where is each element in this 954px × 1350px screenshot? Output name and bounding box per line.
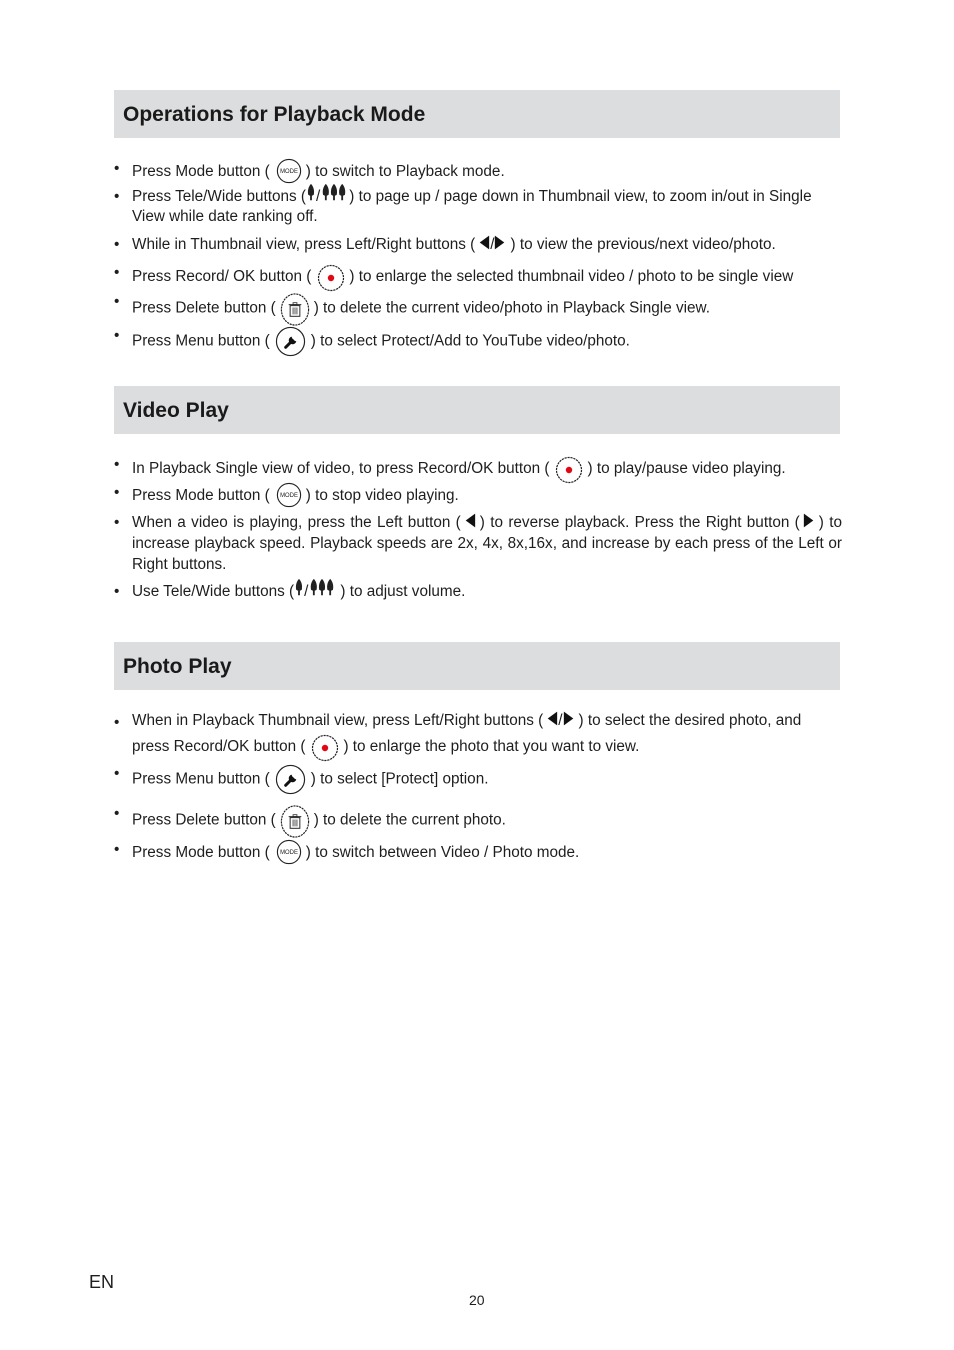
item-text-post: ) to page up / page down in Thumbnail view, to zoom in/out in Single View while date ranking off. bbox=[132, 188, 812, 226]
item-text-post: ) to switch between Video / Photo mode. bbox=[305, 844, 580, 862]
tele-icon bbox=[306, 183, 316, 203]
item-text-pre: When a video is playing, press the Left button ( bbox=[132, 514, 461, 531]
bullet: • bbox=[114, 264, 120, 281]
item-text-pre: Press Delete button ( bbox=[132, 299, 276, 317]
right-arrow-icon bbox=[803, 512, 815, 529]
item-text-post: ) to enlarge the selected thumbnail video / photo to be single view bbox=[349, 268, 794, 286]
record-ok-icon bbox=[317, 264, 345, 292]
item-text-pre: In Playback Single view of video, to press Record/OK button ( bbox=[132, 460, 550, 478]
bullet: • bbox=[114, 236, 120, 253]
section-title-playback-operations: Operations for Playback Mode bbox=[114, 90, 840, 138]
item-text-mid: ) to reverse playback. Press the Right button ( bbox=[479, 514, 800, 531]
item-text-post: ) to stop video playing. bbox=[305, 487, 459, 505]
mode-button-icon bbox=[276, 158, 302, 184]
item-text-post: ) to select [Protect] option. bbox=[310, 770, 489, 788]
separator: / bbox=[490, 236, 495, 253]
item-text-post: ) to enlarge the photo that you want to view. bbox=[343, 738, 640, 756]
bullet: • bbox=[114, 188, 120, 205]
item-text-post: ) to adjust volume. bbox=[340, 583, 466, 601]
left-arrow-icon bbox=[546, 710, 558, 727]
item-text-pre: Press Mode button ( bbox=[132, 487, 270, 505]
item-text-pre: When in Playback Thumbnail view, press Left/Right buttons ( bbox=[132, 712, 544, 729]
item-text-pre: Press Mode button ( bbox=[132, 163, 270, 181]
page-number: 20 bbox=[469, 1292, 485, 1308]
record-ok-icon bbox=[311, 734, 339, 762]
bullet: • bbox=[114, 327, 120, 344]
bullet: • bbox=[114, 714, 120, 731]
wide-icon bbox=[320, 183, 348, 203]
item-text-pre: Press Menu button ( bbox=[132, 332, 270, 350]
item-text-pre: Press Tele/Wide buttons ( bbox=[132, 188, 307, 206]
language-label: EN bbox=[89, 1272, 115, 1292]
bullet: • bbox=[114, 765, 120, 782]
item-text-pre: While in Thumbnail view, press Left/Right buttons ( bbox=[132, 236, 476, 253]
right-arrow-icon bbox=[563, 710, 575, 727]
item-text-post: ) to delete the current video/photo in Playback Single view. bbox=[313, 299, 710, 317]
separator: / bbox=[316, 188, 321, 206]
item-text-mid: ) to select the desired photo, and press Record/OK button ( bbox=[132, 712, 802, 756]
item-text-pre: Press Menu button ( bbox=[132, 770, 270, 788]
bullet: • bbox=[114, 160, 120, 177]
right-arrow-icon bbox=[494, 234, 506, 251]
separator: / bbox=[558, 712, 563, 729]
bullet: • bbox=[114, 805, 120, 822]
item-text-pre: Press Record/ OK button ( bbox=[132, 268, 312, 286]
wide-icon bbox=[308, 578, 336, 598]
item-text-post: ) to increase playback speed. Playback speeds are 2x, 4x, 8x,16x, and increase by each press of the Left or Right buttons. bbox=[132, 514, 842, 573]
delete-trash-icon bbox=[280, 805, 310, 838]
bullet: • bbox=[114, 456, 120, 473]
menu-wrench-icon bbox=[275, 764, 306, 795]
separator: / bbox=[304, 583, 309, 601]
bullet: • bbox=[114, 293, 120, 310]
left-arrow-icon bbox=[464, 512, 476, 529]
item-text-pre: Press Delete button ( bbox=[132, 811, 276, 829]
item-text-post: ) to play/pause video playing. bbox=[587, 460, 786, 478]
bullet: • bbox=[114, 841, 120, 858]
menu-wrench-icon bbox=[275, 326, 306, 357]
item-text-pre: Press Mode button ( bbox=[132, 844, 270, 862]
left-arrow-icon bbox=[478, 234, 490, 251]
item-text-post: ) to view the previous/next video/photo. bbox=[510, 236, 776, 253]
item-text-post: ) to delete the current photo. bbox=[313, 811, 506, 829]
delete-trash-icon bbox=[280, 293, 310, 326]
bullet: • bbox=[114, 514, 120, 531]
item-text-post: ) to switch to Playback mode. bbox=[305, 163, 505, 181]
mode-button-icon bbox=[276, 839, 302, 865]
bullet: • bbox=[114, 583, 120, 600]
section-title-video-play: Video Play bbox=[114, 386, 840, 434]
tele-icon bbox=[294, 578, 304, 598]
item-text-pre: Use Tele/Wide buttons ( bbox=[132, 583, 295, 601]
mode-button-icon bbox=[276, 482, 302, 508]
item-text-post: ) to select Protect/Add to YouTube video/photo. bbox=[310, 332, 630, 350]
section-title-photo-play: Photo Play bbox=[114, 642, 840, 690]
bullet: • bbox=[114, 484, 120, 501]
record-ok-icon bbox=[555, 456, 583, 484]
